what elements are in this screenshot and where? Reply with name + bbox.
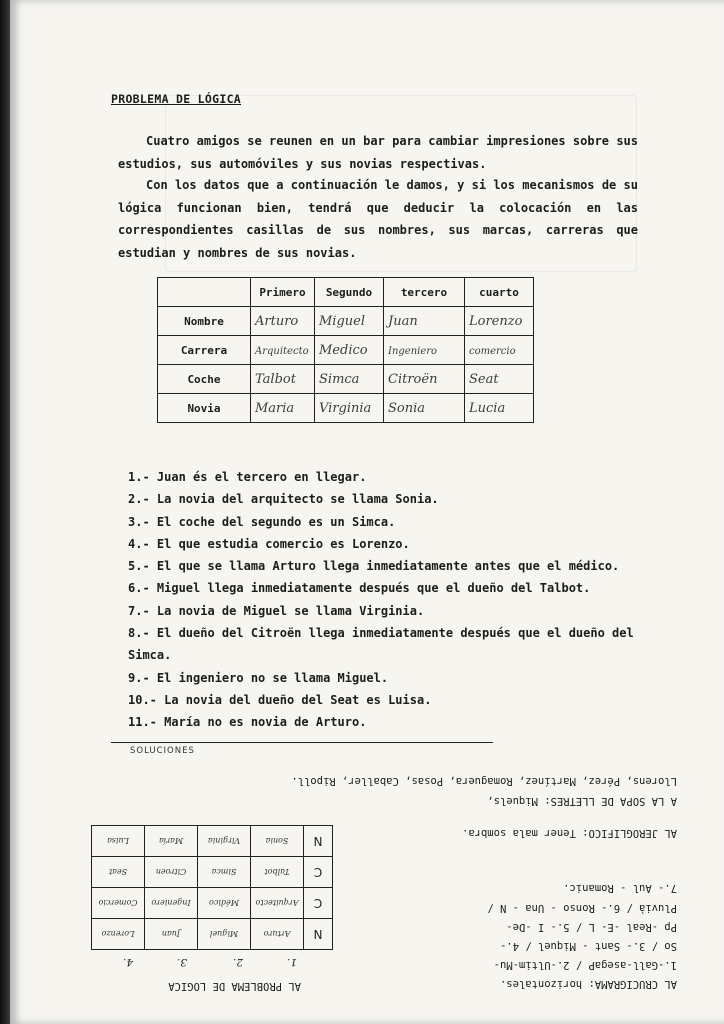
solution-row xyxy=(92,919,333,950)
handwritten-answer: Ingeniero xyxy=(388,345,438,357)
clue-item: 5.- El que se llama Arturo llega inmediatamente antes que el médico. xyxy=(128,559,620,574)
handwritten-answer: Simca xyxy=(319,371,360,387)
solution-cell: Comercio xyxy=(92,888,145,919)
hieroglyph-solution: AL JEROGLIFICO: Tener mala sombra. xyxy=(462,827,677,839)
clue-item: 4.- El que estudia comercio es Lorenzo. xyxy=(128,536,410,551)
handwritten-answer: Citroën xyxy=(388,371,438,387)
clue-item: 1.- Juan és el tercero en llegar. xyxy=(128,470,367,484)
solution-text-line: 7.- Aul - Romanic. xyxy=(563,882,677,894)
grid-row-carrera xyxy=(158,336,534,365)
grid-cell[interactable] xyxy=(384,394,465,423)
handwritten-answer: Virginia xyxy=(319,400,372,416)
solution-row-key: C xyxy=(304,857,333,888)
handwritten-answer: Miguel xyxy=(319,313,366,329)
solution-cell: Arquitecto xyxy=(251,888,304,919)
handwritten-answer: Maria xyxy=(255,400,295,416)
solution-cell: Juan xyxy=(145,919,198,950)
intro-paragraph-2 xyxy=(118,174,638,264)
grid-cell[interactable] xyxy=(465,307,534,336)
grid-cell[interactable] xyxy=(315,365,384,394)
handwritten-answer: Lucia xyxy=(469,400,506,416)
handwritten-answer: Talbot xyxy=(255,371,296,387)
letter-soup-solution: A LA SOPA DE LLETRES: Miquels, xyxy=(487,795,677,807)
letter-soup-solution: Llorens, Pérez, Martínez, Romaguera, Posas, Caballer, Ripoll. xyxy=(291,775,677,787)
solution-col-head: 2. xyxy=(232,956,243,968)
intro-text-2: Con los datos que a continuación le damos, y si los mecanismos de su lógica funcionan bien, tendrá que deducir la colocación en las correspondientes casillas de sus nombres, sus marcas, carreras que estudian y nombres de sus novias. xyxy=(118,178,638,260)
grid-cell[interactable] xyxy=(465,336,534,365)
grid-cell[interactable] xyxy=(251,394,315,423)
solution-cell: Médico xyxy=(198,888,251,919)
grid-cell[interactable] xyxy=(251,336,315,365)
solution-cell: Virginia xyxy=(198,826,251,857)
clue-item: 10.- La novia del dueño del Seat es Luisa. xyxy=(128,692,432,707)
solution-col-head: 4. xyxy=(122,956,133,968)
solution-row xyxy=(92,857,333,888)
clue-item: 9.- El ingeniero no se llama Miguel. xyxy=(128,670,389,685)
grid-header-row xyxy=(158,278,534,307)
clue-item: 8.- El dueño del Citroën llega inmediatamente después que el dueño del Simca. xyxy=(128,626,634,663)
solution-col-head: 1. xyxy=(286,956,297,968)
clue-item: 3.- El coche del segundo es un Simca. xyxy=(128,514,396,529)
handwritten-answer: Lorenzo xyxy=(469,313,523,329)
solution-grid xyxy=(91,825,333,950)
handwritten-answer: Arquitecto xyxy=(255,345,309,357)
page-binding-shadow xyxy=(0,0,10,1024)
solution-row-key: C xyxy=(304,888,333,919)
logic-solution-title: AL PROBLEMA DE LOGICA xyxy=(168,980,301,992)
grid-row-label: Novia xyxy=(158,394,251,423)
solutions-label: SOLUCIONES xyxy=(130,746,195,756)
grid-row-novia xyxy=(158,394,534,423)
solution-cell: Arturo xyxy=(251,919,304,950)
solution-row-key: N xyxy=(304,919,333,950)
clue-item: 2.- La novia del arquitecto se llama Sonia. xyxy=(128,492,439,507)
grid-col-header: Segundo xyxy=(315,278,384,307)
grid-col-header: cuarto xyxy=(465,278,534,307)
grid-cell[interactable] xyxy=(315,336,384,365)
clue-list xyxy=(128,466,648,734)
grid-cell[interactable] xyxy=(384,336,465,365)
grid-row-label: Coche xyxy=(158,365,251,394)
solution-cell: Seat xyxy=(92,857,145,888)
grid-cell[interactable] xyxy=(384,365,465,394)
handwritten-answer: comercio xyxy=(469,345,516,357)
grid-corner-cell xyxy=(158,278,251,307)
solution-cell: Talbot xyxy=(251,857,304,888)
solution-row-key: N xyxy=(304,826,333,857)
solution-text-line: AL CRUCIGRAMA: horizontales. xyxy=(499,978,677,990)
solution-row xyxy=(92,888,333,919)
grid-row-coche xyxy=(158,365,534,394)
grid-cell[interactable] xyxy=(315,307,384,336)
logic-grid xyxy=(157,277,534,423)
grid-cell[interactable] xyxy=(465,365,534,394)
solution-text-line: 1.-Gall-asegaP / 2.-Ultim-Mu- xyxy=(493,959,677,971)
solution-cell: Sonia xyxy=(251,826,304,857)
upside-down-solutions xyxy=(87,758,677,990)
grid-row-label: Carrera xyxy=(158,336,251,365)
grid-cell[interactable] xyxy=(251,365,315,394)
clue-item: 11.- María no es novia de Arturo. xyxy=(128,715,367,730)
intro-paragraph-1 xyxy=(118,130,638,175)
intro-text-1: Cuatro amigos se reunen en un bar para cambiar impresiones sobre sus estudios, sus automóviles y sus novias respectivas. xyxy=(118,134,638,171)
grid-cell[interactable] xyxy=(251,307,315,336)
handwritten-answer: Arturo xyxy=(255,313,299,329)
handwritten-answer: Juan xyxy=(388,313,418,329)
grid-cell[interactable] xyxy=(315,394,384,423)
solution-cell: Simca xyxy=(198,857,251,888)
solution-cell: Ingeniero xyxy=(145,888,198,919)
solution-text-line: Pp -Real -E- L / 5.- I -De- xyxy=(506,921,677,933)
solution-cell: María xyxy=(145,826,198,857)
grid-cell[interactable] xyxy=(384,307,465,336)
clue-item: 6.- Miguel llega inmediatamente después que el dueño del Talbot. xyxy=(128,581,591,596)
handwritten-answer: Medico xyxy=(319,342,368,358)
grid-cell[interactable] xyxy=(465,394,534,423)
page-title: PROBLEMA DE LÓGICA xyxy=(111,92,242,106)
solution-cell: Lorenzo xyxy=(92,919,145,950)
handwritten-answer: Seat xyxy=(469,371,499,387)
handwritten-answer: Sonia xyxy=(388,400,426,416)
solution-text-line: So / 3.- Sant - Miquel / 4.- xyxy=(499,940,677,952)
solution-row xyxy=(92,826,333,857)
clue-item: 7.- La novia de Miguel se llama Virginia. xyxy=(128,603,425,618)
grid-row-nombre xyxy=(158,307,534,336)
solution-text-line: Pluvià / 6.- Ronso - Una - N / xyxy=(487,902,677,914)
solution-cell: Luisa xyxy=(92,826,145,857)
solution-col-head: 3. xyxy=(176,956,187,968)
solution-cell: Citroen xyxy=(145,857,198,888)
solution-cell: Miguel xyxy=(198,919,251,950)
grid-row-label: Nombre xyxy=(158,307,251,336)
grid-col-header: tercero xyxy=(384,278,465,307)
grid-col-header: Primero xyxy=(251,278,315,307)
section-divider xyxy=(111,742,493,743)
